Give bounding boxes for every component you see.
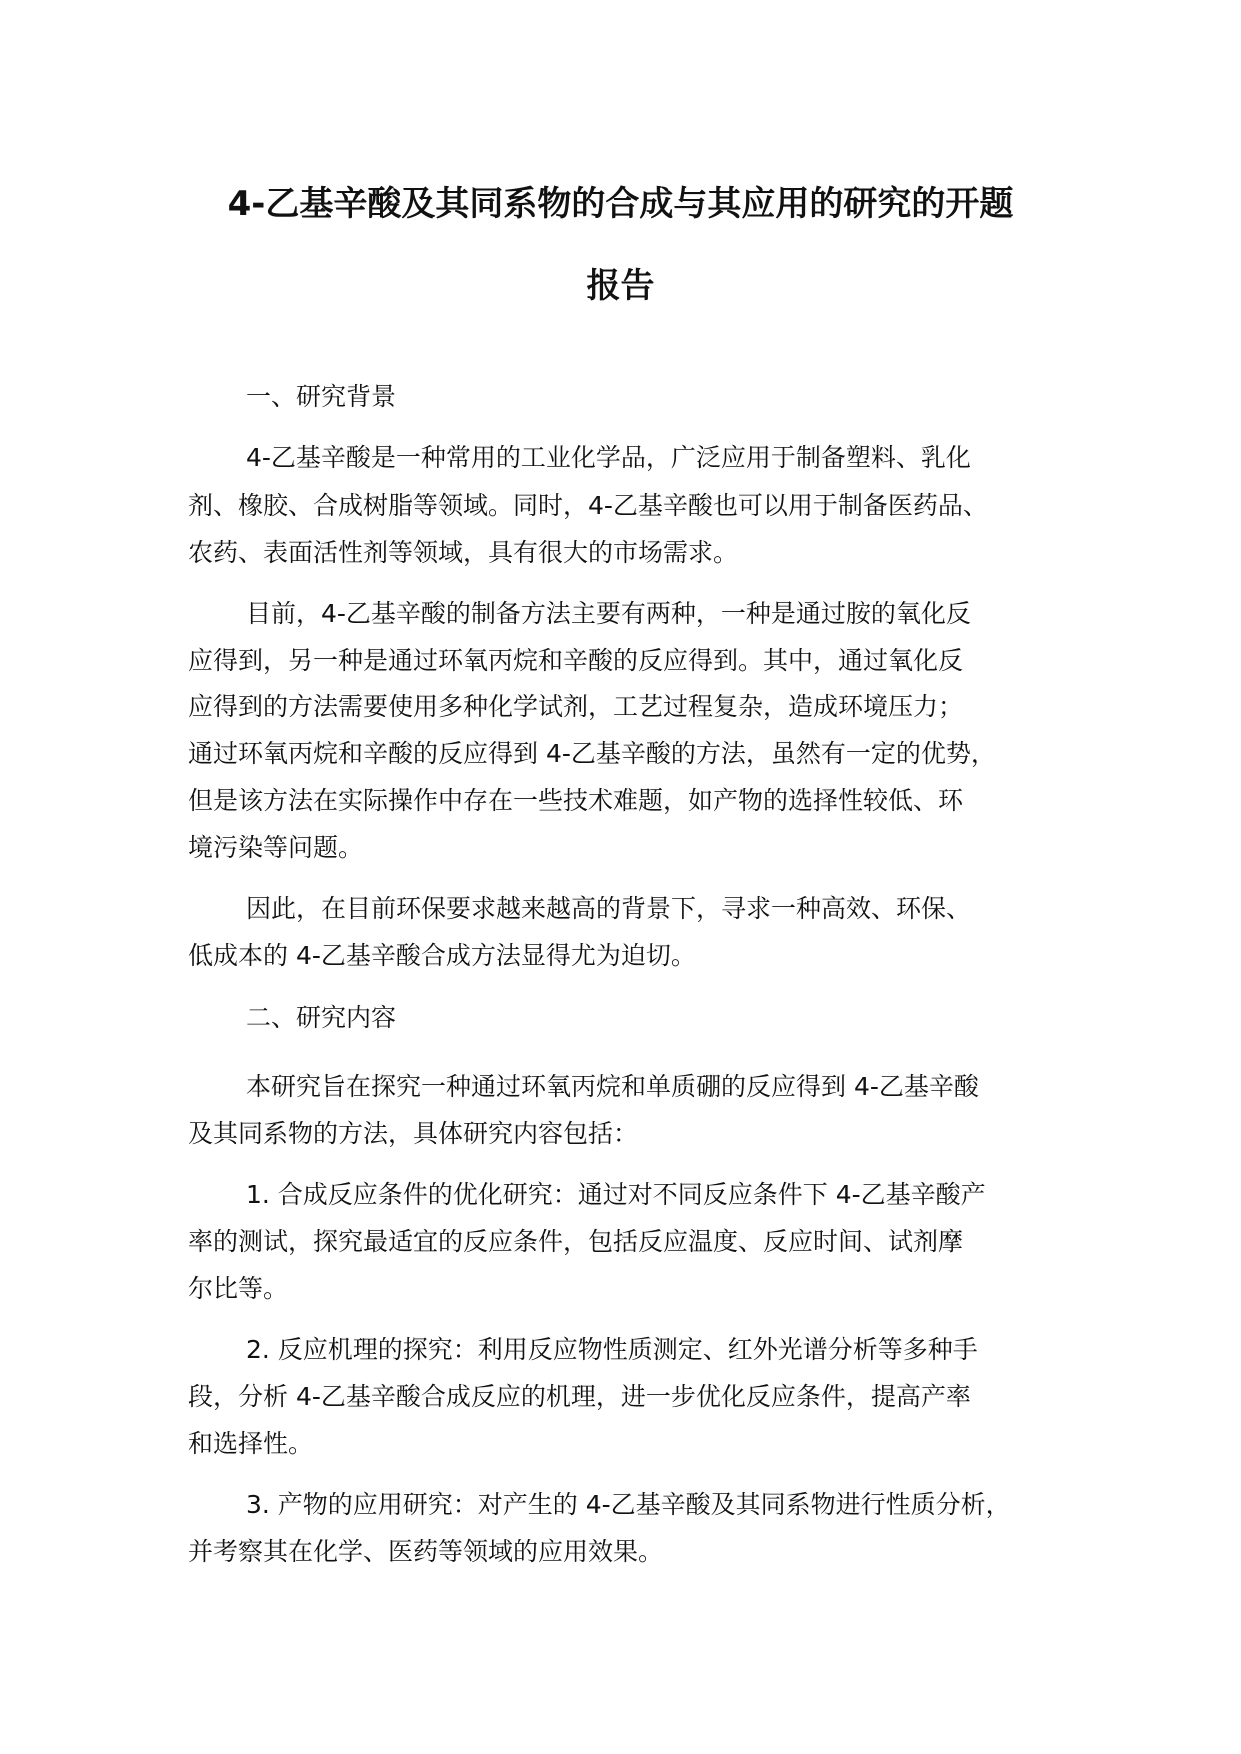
paragraph-line: 因此，在目前环保要求越来越高的背景下，寻求一种高效、环保、 [246, 894, 972, 923]
paragraph-line: 应得到的方法需要使用多种化学试剂，工艺过程复杂，造成环境压力； [188, 692, 964, 721]
list-item-line: 2. 反应机理的探究：利用反应物性质测定、红外光谱分析等多种手 [246, 1335, 978, 1364]
paragraph-line: 低成本的 4-乙基辛酸合成方法显得尤为迫切。 [188, 941, 696, 970]
paragraph-line: 剂、橡胶、合成树脂等领域。同时，4-乙基辛酸也可以用于制备医药品、 [188, 491, 988, 520]
list-item-line: 尔比等。 [188, 1274, 289, 1303]
document-title-line-2: 报告 [586, 266, 655, 306]
paragraph-line: 境污染等问题。 [188, 833, 364, 862]
document-title-line-1: 4-乙基辛酸及其同系物的合成与其应用的研究的开题 [227, 184, 1014, 224]
list-item-line: 3. 产物的应用研究：对产生的 4-乙基辛酸及其同系物进行性质分析， [246, 1490, 1011, 1519]
paragraph-line: 目前，4-乙基辛酸的制备方法主要有两种，一种是通过胺的氧化反 [246, 599, 971, 628]
paragraph-line: 但是该方法在实际操作中存在一些技术难题，如产物的选择性较低、环 [188, 786, 964, 815]
list-item-line: 和选择性。 [188, 1429, 314, 1458]
section-heading-background: 一、研究背景 [246, 382, 397, 411]
list-item-line: 段，分析 4-乙基辛酸合成反应的机理，进一步优化反应条件，提高产率 [188, 1382, 971, 1411]
list-item-line: 率的测试，探究最适宜的反应条件，包括反应温度、反应时间、试剂摩 [188, 1227, 964, 1256]
list-item-line: 并考察其在化学、医药等领域的应用效果。 [188, 1537, 664, 1566]
paragraph-line: 通过环氧丙烷和辛酸的反应得到 4-乙基辛酸的方法，虽然有一定的优势， [188, 739, 996, 768]
list-item-line: 1. 合成反应条件的优化研究：通过对不同反应条件下 4-乙基辛酸产 [246, 1180, 986, 1209]
section-heading-content: 二、研究内容 [246, 1003, 397, 1032]
paragraph-line: 本研究旨在探究一种通过环氧丙烷和单质硼的反应得到 4-乙基辛酸 [246, 1072, 979, 1101]
paragraph-line: 应得到，另一种是通过环氧丙烷和辛酸的反应得到。其中，通过氧化反 [188, 646, 964, 675]
paragraph-line: 农药、表面活性剂等领域，具有很大的市场需求。 [188, 538, 739, 567]
paragraph-line: 及其同系物的方法，具体研究内容包括： [188, 1119, 639, 1148]
paragraph-line: 4-乙基辛酸是一种常用的工业化学品，广泛应用于制备塑料、乳化 [246, 443, 971, 472]
